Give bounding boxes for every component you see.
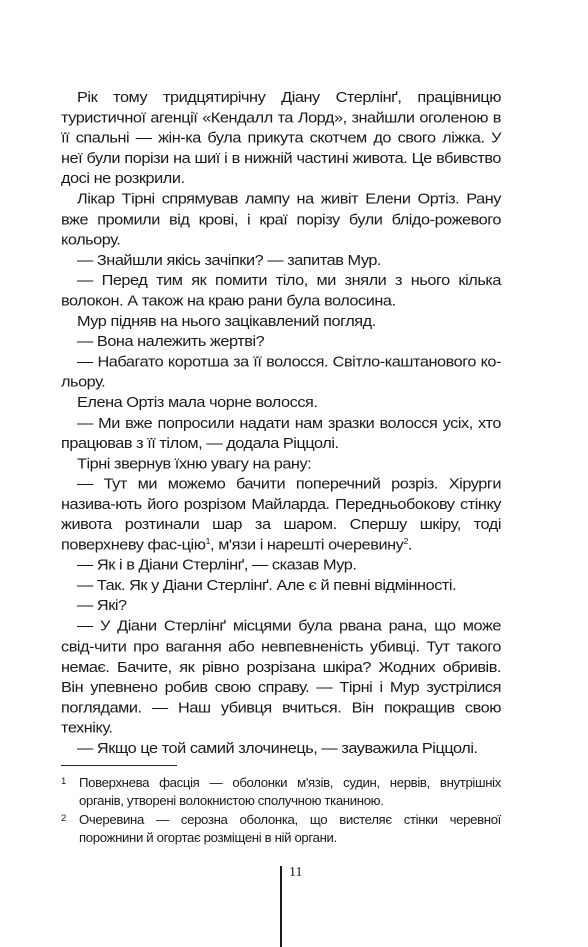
paragraph: Лікар Тірні спрямував лампу на живіт Елени Ортіз. Рану вже промили від крові, і краї порізу були блідо-рожевого кольору. [61,191,501,248]
body-text [61,88,501,759]
page-number-rule [280,866,282,947]
paragraph: — У Діани Стерлінґ місцями була рвана рана, що може свід-чити про вагання або невпевненість убивці. Тут такого немає. Бачите, як рівно розрізана шкіра? Жодних обривів. Він упевнено робив свою справу. — Тірні і Мур зустрілися поглядами. — Наш убивця вчиться. Він покращив свою техніку. [61,618,501,737]
paragraph: Елена Ортіз мала чорне волосся. [77,394,318,411]
paragraph: — Як і в Діани Стерлінґ, — сказав Мур. [77,557,357,574]
paragraph: — Тут ми можемо бачити поперечний розріз. Хірурги назива-ють його розрізом Майларда. Передньобокову стінку живота розтинали шар за шаром. Спершу шкіру, тоді поверхневу фас-цію$^1$, м'язи і нарешті очеревину$^2$. [61,476,501,553]
paragraph: — Якщо це той самий злочинець, — зауважила Ріццолі. [77,740,478,757]
paragraph: — Перед тим як помити тіло, ми зняли з нього кілька волокон. А також на краю рани була волосина. [61,272,501,309]
footnote-text: Поверхнева фасція — оболонки м'язів, судин, нервів, внутрішніх органів, утворені волокнистою сполучною тканиною. [79,775,501,808]
footnote-1 [61,774,501,809]
paragraph: — Набагато коротша за її волосся. Світло-каштанового ко-льору. [61,354,501,391]
footnote-marker: 1 [61,776,66,787]
paragraph: Тірні звернув їхню увагу на рану: [77,455,312,472]
footnotes [61,774,501,848]
paragraph: Мур підняв на нього зацікавлений погляд. [77,313,376,330]
paragraph: — Які? [77,598,127,615]
paragraph: — Вона належить жертві? [77,333,265,350]
footnote-marker: 2 [61,813,66,825]
paragraph: Рік тому тридцятирічну Діану Стерлінґ, працівницю туристичної агенції «Кендалл та Лорд», знайшли оголеною в її спальні — жін-ка була прикута скотчем до свого ліжка. У неї були порізи на шиї і в нижній частині живота. Це вбивство досі не розкрили. [61,89,501,187]
paragraph: — Ми вже попросили надати нам зразки волосся усіх, хто працював з її тілом, — додала Ріццолі. [61,415,501,452]
footnote-separator [61,765,177,766]
paragraph: — Знайшли якісь зачіпки? — запитав Мур. [77,252,382,269]
footnote-2 [61,811,501,846]
footnote-reference: 1 [205,536,211,546]
paragraph: — Так. Як у Діани Стерлінґ. Але є й певні відмінності. [77,577,457,594]
footnote-reference: 2 [403,536,408,546]
footnote-text: Очеревина — серозна оболонка, що вистеляє стінки черевної порожнини й огортає розміщені в ній органи. [79,812,501,845]
page-number: 11 [289,865,303,880]
